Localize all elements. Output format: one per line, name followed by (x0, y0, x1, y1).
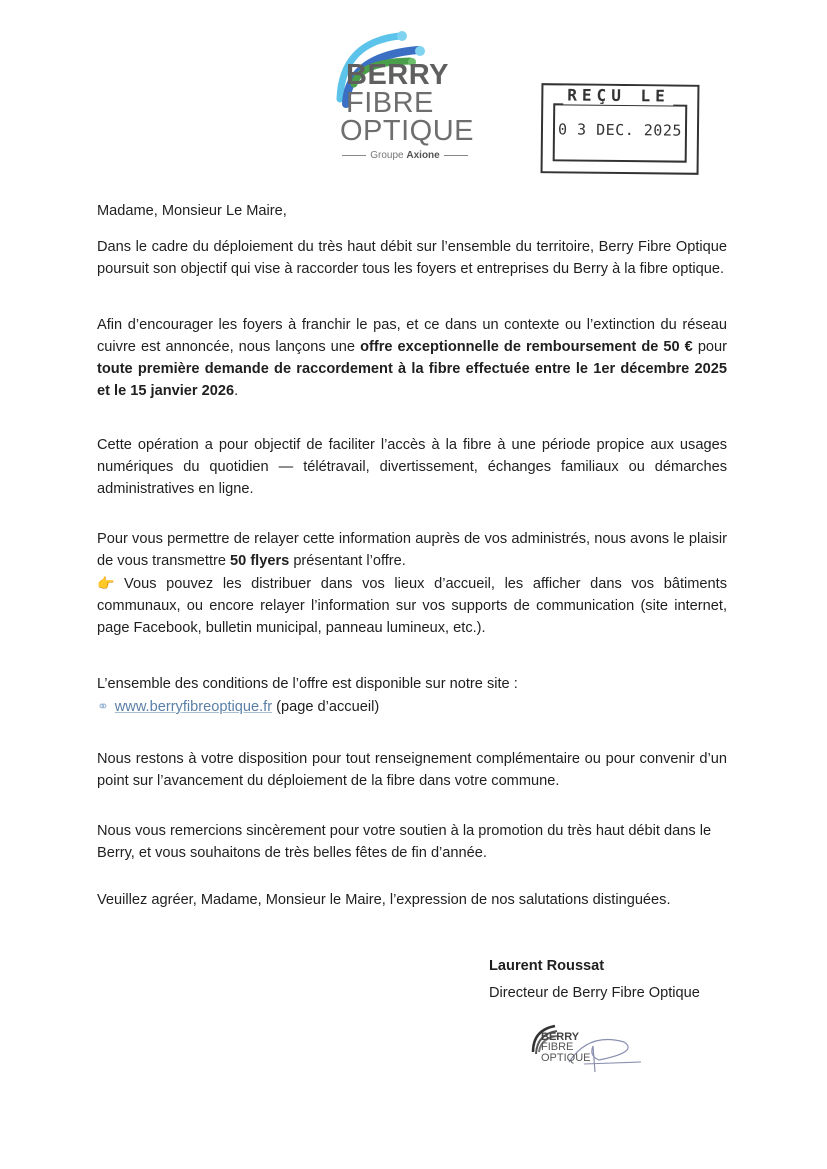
distribution-suggestion: Vous pouvez les distribuer dans vos lieux d’accueil, les afficher dans vos bâtiments communaux, ou encore relayer l’information sur vos supports de communication (site internet, page Facebook, bulletin municipal, panneau lumineux, etc.). (97, 576, 728, 636)
greeting: Madame, Monsieur Le Maire, (97, 203, 287, 219)
closing-formula: Veuillez agréer, Madame, Monsieur le Maire, l’expression de nos salutations distinguées. (97, 892, 671, 908)
paragraph-availability: Nous restons à votre disposition pour tout renseignement complémentaire ou pour convenir d’un point sur l’avancement du déploiement de la fibre dans votre commune. (97, 751, 727, 789)
text: pour (692, 339, 728, 355)
stamp-title: REÇU LE (563, 85, 674, 105)
received-stamp (541, 83, 700, 175)
pointing-hand-icon: 👉 (97, 575, 121, 591)
text: . (234, 383, 239, 399)
flyers-count: 50 flyers (230, 553, 290, 569)
logo-berry: BERRY (346, 59, 449, 91)
signature-stamp-logo (529, 1022, 649, 1074)
signatory-title: Directeur de Berry Fibre Optique (489, 985, 700, 1001)
sig-logo-fibre: FIBRE (541, 1041, 574, 1054)
offer-highlight: offre exceptionnelle de remboursement de 50 € (360, 339, 693, 355)
group-prefix: Groupe (370, 150, 404, 161)
paragraph-objective: Cette opération a pour objectif de faciliter l’accès à la fibre à une période propice aux usages numériques du quotidien — télétravail, divertissement, échanges familiaux ou démarches administratives en ligne. (97, 437, 727, 497)
text: (page d’accueil) (272, 699, 380, 715)
group-name: Axione (406, 150, 440, 161)
sig-logo-berry: BERRY (541, 1031, 580, 1043)
paragraph-intro: Dans le cadre du déploiement du très haut débit sur l’ensemble du territoire, Berry Fibre Optique poursuit son objectif qui vise à raccorder tous les foyers et entreprises du Berry à la fibre optique. (97, 239, 727, 277)
paragraph-conditions (97, 673, 727, 718)
text: L’ensemble des conditions de l’offre est disponible sur notre site : (97, 676, 518, 692)
text: Afin d’encourager les foyers à franchir le pas, et ce dans un contexte ou l’extinction du réseau cuivre est annoncée, nous lançons une (97, 317, 727, 355)
stamp-date: 0 3 DEC. 2025 (557, 120, 683, 140)
logo-fibre: FIBRE (346, 86, 434, 119)
sig-logo-optique: OPTIQUE (541, 1051, 591, 1064)
divider (342, 155, 366, 156)
stamp-inner-box (553, 103, 688, 162)
logo-group-tagline (330, 150, 480, 161)
paragraph-offer (97, 314, 727, 402)
logo-wordmark (340, 59, 475, 147)
paragraph-thanks: Nous vous remercions sincèrement pour votre soutien à la promotion du très haut débit dans le Berry, et vous souhaitons de très belles fêtes de fin d’année. (97, 823, 712, 861)
signature-logo-wordmark (541, 1032, 591, 1063)
paragraph-flyers (97, 528, 727, 639)
offer-period-highlight: toute première demande de raccordement à la fibre effectuée entre le 1er décembre 2025 et le 15 janvier 2026 (97, 361, 727, 399)
text: Pour vous permettre de relayer cette information auprès de vos administrés, nous avons le plaisir de vous transmettre (97, 531, 727, 569)
logo-optique: OPTIQUE (340, 114, 475, 147)
website-link[interactable]: www.berryfibreoptique.fr (114, 699, 273, 715)
globe-icon: ⚭ (97, 698, 109, 714)
signature-block (489, 958, 700, 1001)
company-logo (330, 24, 490, 164)
divider (444, 155, 468, 156)
signatory-name: Laurent Roussat (489, 958, 605, 974)
text: présentant l’offre. (289, 553, 406, 569)
